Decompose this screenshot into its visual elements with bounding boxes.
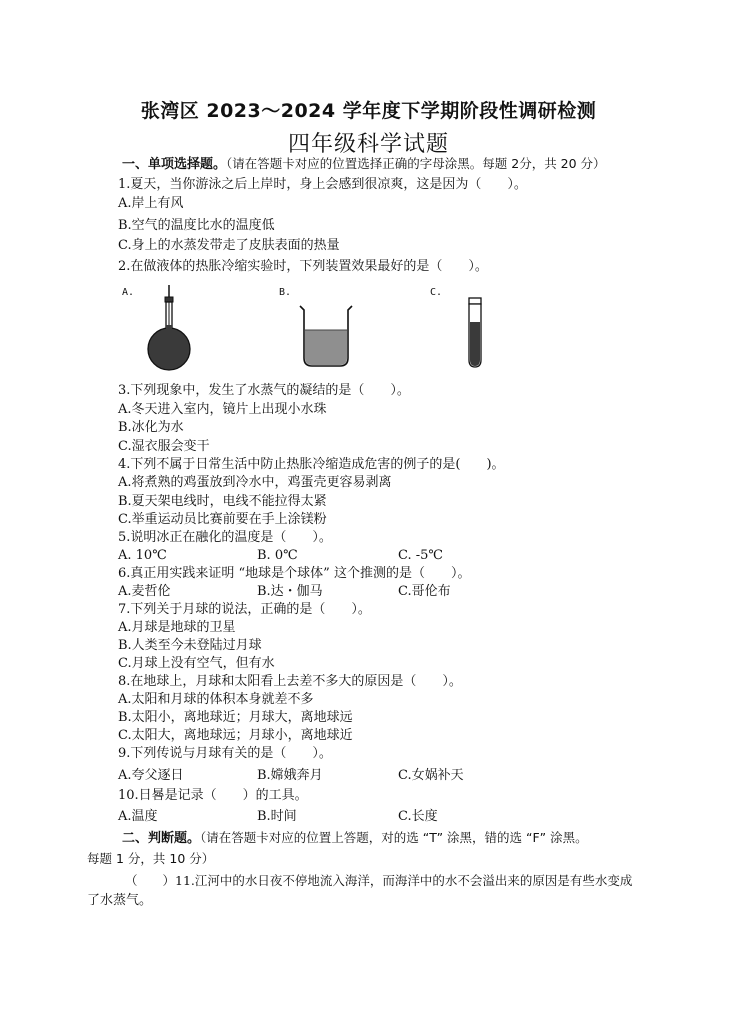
- q7-stem: 7.下列关于月球的说法，正确的是（ ）。: [118, 602, 371, 617]
- q10-option-c: C.长度: [398, 809, 438, 824]
- q10-option-b: B.时间: [257, 809, 297, 824]
- q9-option-b: B.嫦娥奔月: [257, 768, 323, 783]
- q5-option-b: B. 0℃: [257, 548, 298, 563]
- beaker-figure: [296, 300, 356, 370]
- q1-option-a: A.岸上有风: [118, 196, 184, 211]
- q5-stem: 5.说明冰正在融化的温度是（ ）。: [118, 530, 332, 545]
- q7-option-c: C.月球上没有空气，但有水: [118, 656, 275, 671]
- section1-heading-row: [122, 156, 606, 173]
- q4-option-a: A.将煮熟的鸡蛋放到冷水中，鸡蛋壳更容易剥离: [118, 475, 392, 490]
- q6-stem: 6.真正用实践来证明 “地球是个球体” 这个推测的是（ ）。: [118, 566, 471, 581]
- q1-stem: 1.夏天，当你游泳之后上岸时，身上会感到很凉爽，这是因为（ ）。: [118, 177, 527, 192]
- q6-option-b: B.达・伽马: [257, 584, 323, 599]
- q8-option-b: B.太阳小，离地球近；月球大，离地球远: [118, 710, 353, 725]
- q10-stem: 10.日晷是记录（ ）的工具。: [118, 788, 308, 803]
- q5-option-c: C. -5℃: [398, 548, 443, 563]
- q7-option-a: A.月球是地球的卫星: [118, 620, 236, 635]
- test-tube-figure: [463, 296, 487, 371]
- q4-option-b: B.夏天架电线时，电线不能拉得太紧: [118, 494, 327, 509]
- q11-line1: （ ）11.江河中的水日夜不停地流入海洋，而海洋中的水不会溢出来的原因是有些水变成: [125, 873, 633, 888]
- q3-option-b: B.冰化为水: [118, 420, 184, 435]
- q4-stem: 4.下列不属于日常生活中防止热胀冷缩造成危害的例子的是( )。: [118, 457, 505, 472]
- figure-label-c: C.: [430, 287, 443, 298]
- section1-note: （请在答题卡对应的位置选择正确的字母涂黑。每题 2分，共 20 分）: [226, 156, 606, 171]
- section2-heading: 二、判断题。: [122, 831, 201, 846]
- q8-option-c: C.太阳大，离地球远；月球小，离地球近: [118, 728, 353, 743]
- q9-option-a: A.夸父逐日: [118, 768, 184, 783]
- q1-option-c: C.身上的水蒸发带走了皮肤表面的热量: [118, 238, 340, 253]
- q5-option-a: A. 10℃: [118, 548, 167, 563]
- q1-option-b: B.空气的温度比水的温度低: [118, 218, 275, 233]
- section1-heading: 一、单项选择题。: [122, 157, 227, 172]
- q9-stem: 9.下列传说与月球有关的是（ ）。: [118, 746, 332, 761]
- q3-option-c: C.湿衣服会变干: [118, 439, 210, 454]
- flask-figure: [145, 283, 200, 373]
- q4-option-c: C.举重运动员比赛前要在手上涂镁粉: [118, 512, 327, 527]
- q6-option-c: C.哥伦布: [398, 584, 451, 599]
- q3-option-a: A.冬天进入室内，镜片上出现小水珠: [118, 402, 327, 417]
- section2-note-line2: 每题 1 分，共 10 分）: [87, 851, 215, 866]
- q9-option-c: C.女娲补天: [398, 768, 464, 783]
- q7-option-b: B.人类至今未登陆过月球: [118, 638, 262, 653]
- q10-option-a: A.温度: [118, 809, 158, 824]
- q3-stem: 3.下列现象中，发生了水蒸气的凝结的是（ ）。: [118, 383, 410, 398]
- figure-label-b: B.: [279, 287, 292, 298]
- q6-option-a: A.麦哲伦: [118, 584, 171, 599]
- q8-stem: 8.在地球上，月球和太阳看上去差不多大的原因是（ ）。: [118, 674, 462, 689]
- q11-line2: 了水蒸气。: [87, 893, 153, 908]
- exam-title: 张湾区 2023～2024 学年度下学期阶段性调研检测: [140, 100, 597, 122]
- figure-label-a: A.: [122, 287, 135, 298]
- section2-heading-row: [122, 830, 588, 847]
- q2-stem: 2.在做液体的热胀冷缩实验时，下列装置效果最好的是（ ）。: [118, 259, 488, 274]
- exam-subtitle: 四年级科学试题: [287, 132, 449, 157]
- section2-note-line1: （请在答题卡对应的位置上答题，对的选 “T” 涂黑，错的选 “F” 涂黑。: [200, 830, 588, 845]
- q8-option-a: A.太阳和月球的体积本身就差不多: [118, 692, 314, 707]
